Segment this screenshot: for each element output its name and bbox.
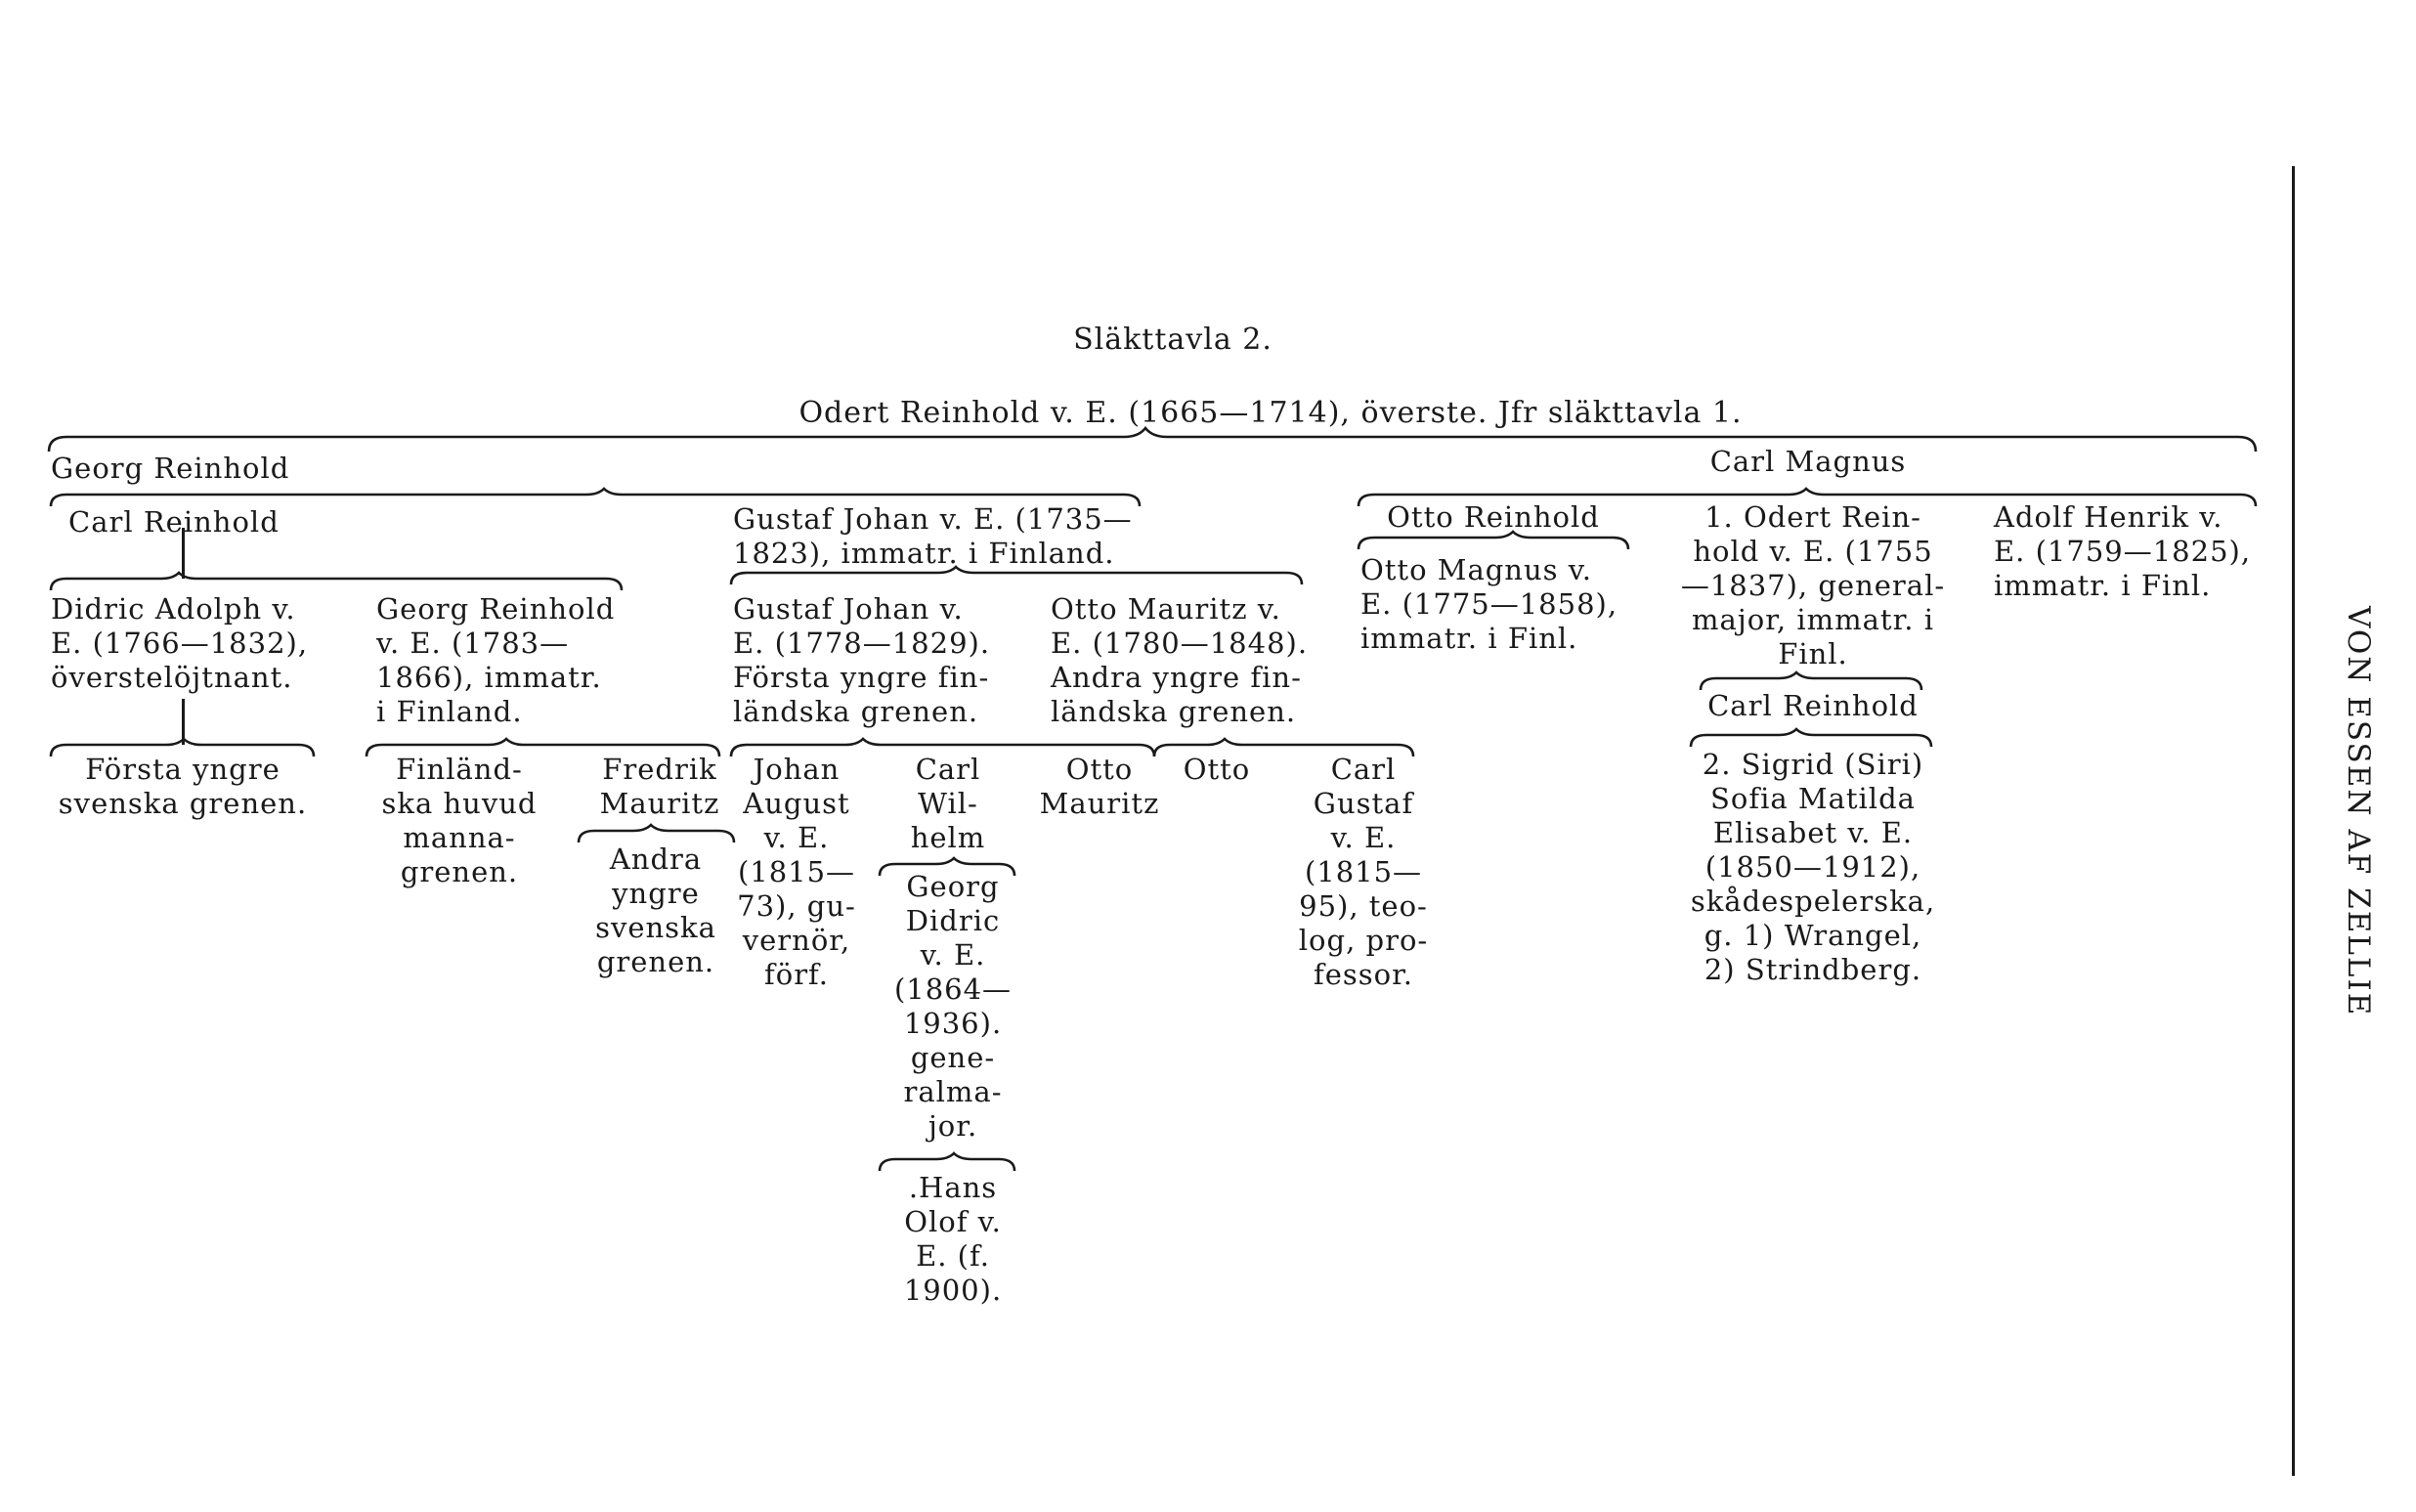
- hans-olof: .Hans Olof v. E. (f. 1900).: [903, 1171, 1003, 1307]
- didric-adolph: Didric Adolph v. E. (1766—1832), överstelöjtnant.: [51, 592, 309, 694]
- otto-magnus: Otto Magnus v. E. (1775—1858), immatr. i Finl.: [1360, 553, 1618, 655]
- adolf-henrik: Adolf Henrik v. E. (1759—1825), immatr. i Finl.: [1994, 500, 2252, 602]
- gustaf-johan-1778: Gustaf Johan v. E. (1778—1829). Första yngre fin- ländska grenen.: [733, 592, 991, 728]
- brace-fredrik-mauritz: [579, 825, 734, 842]
- root-ancestor: Odert Reinhold v. E. (1665—1714), överste. Jfr släkttavla 1.: [798, 396, 1743, 430]
- carl-reinhold-right: Carl Reinhold: [1707, 689, 1919, 722]
- connector-didric-forsta: [182, 699, 185, 745]
- georg-didric: Georg Didric v. E. (1864— 1936). gene- ralma- jor.: [893, 870, 1013, 1143]
- side-title: VON ESSEN AF ZELLIE: [2341, 606, 2376, 1017]
- brace-carl-reinhold-right: [1691, 729, 1931, 747]
- odert-reinhold-1755: 1. Odert Rein- hold v. E. (1755 —1837), general- major, immatr. i Finl.: [1680, 500, 1946, 670]
- brace-georg-didric: [880, 1153, 1014, 1171]
- carl-gustaf: Carl Gustaf v. E. (1815— 95), teo- log, pro- fessor.: [1298, 753, 1429, 991]
- finlandska-huvudmannagrenen: Finländ- ska huvud manna- grenen.: [381, 753, 538, 888]
- sigrid-strindberg: 2. Sigrid (Siri) Sofia Matilda Elisabet v. E. (1850—1912), skådespelerska, g. 1) Wrangel, 2) Strindberg.: [1690, 748, 1936, 986]
- otto-mauritz-ii: Otto Mauritz: [1039, 753, 1160, 820]
- carl-reinhold: Carl Reinhold: [68, 505, 280, 539]
- georg-reinhold: Georg Reinhold: [51, 452, 290, 485]
- otto: Otto: [1183, 753, 1251, 786]
- johan-august: Johan August v. E. (1815— 73), gu- vernör, förf.: [737, 753, 856, 991]
- otto-reinhold: Otto Reinhold: [1387, 500, 1600, 534]
- fredrik-mauritz: Fredrik Mauritz: [599, 753, 720, 820]
- andra-yngre-svenska: Andra yngre svenska grenen.: [595, 842, 716, 978]
- brace-carl-reinhold: [51, 573, 622, 590]
- georg-reinhold-ii: Georg Reinhold v. E. (1783— 1866), immatr. i Finland.: [376, 592, 616, 728]
- forsta-yngre-svenska: Första yngre svenska grenen.: [58, 753, 308, 820]
- carl-wilhelm: Carl Wil- helm: [910, 753, 986, 854]
- gustaf-johan-1735: Gustaf Johan v. E. (1735— 1823), immatr. i Finland.: [733, 502, 1133, 570]
- brace-odert-reinhold: [1701, 672, 1921, 690]
- otto-mauritz-1780: Otto Mauritz v. E. (1780—1848). Andra yngre fin- ländska grenen.: [1051, 592, 1309, 728]
- carl-magnus: Carl Magnus: [1709, 445, 1907, 478]
- table-title: Släkttavla 2.: [1073, 323, 1273, 357]
- margin-rule: [2292, 166, 2295, 1476]
